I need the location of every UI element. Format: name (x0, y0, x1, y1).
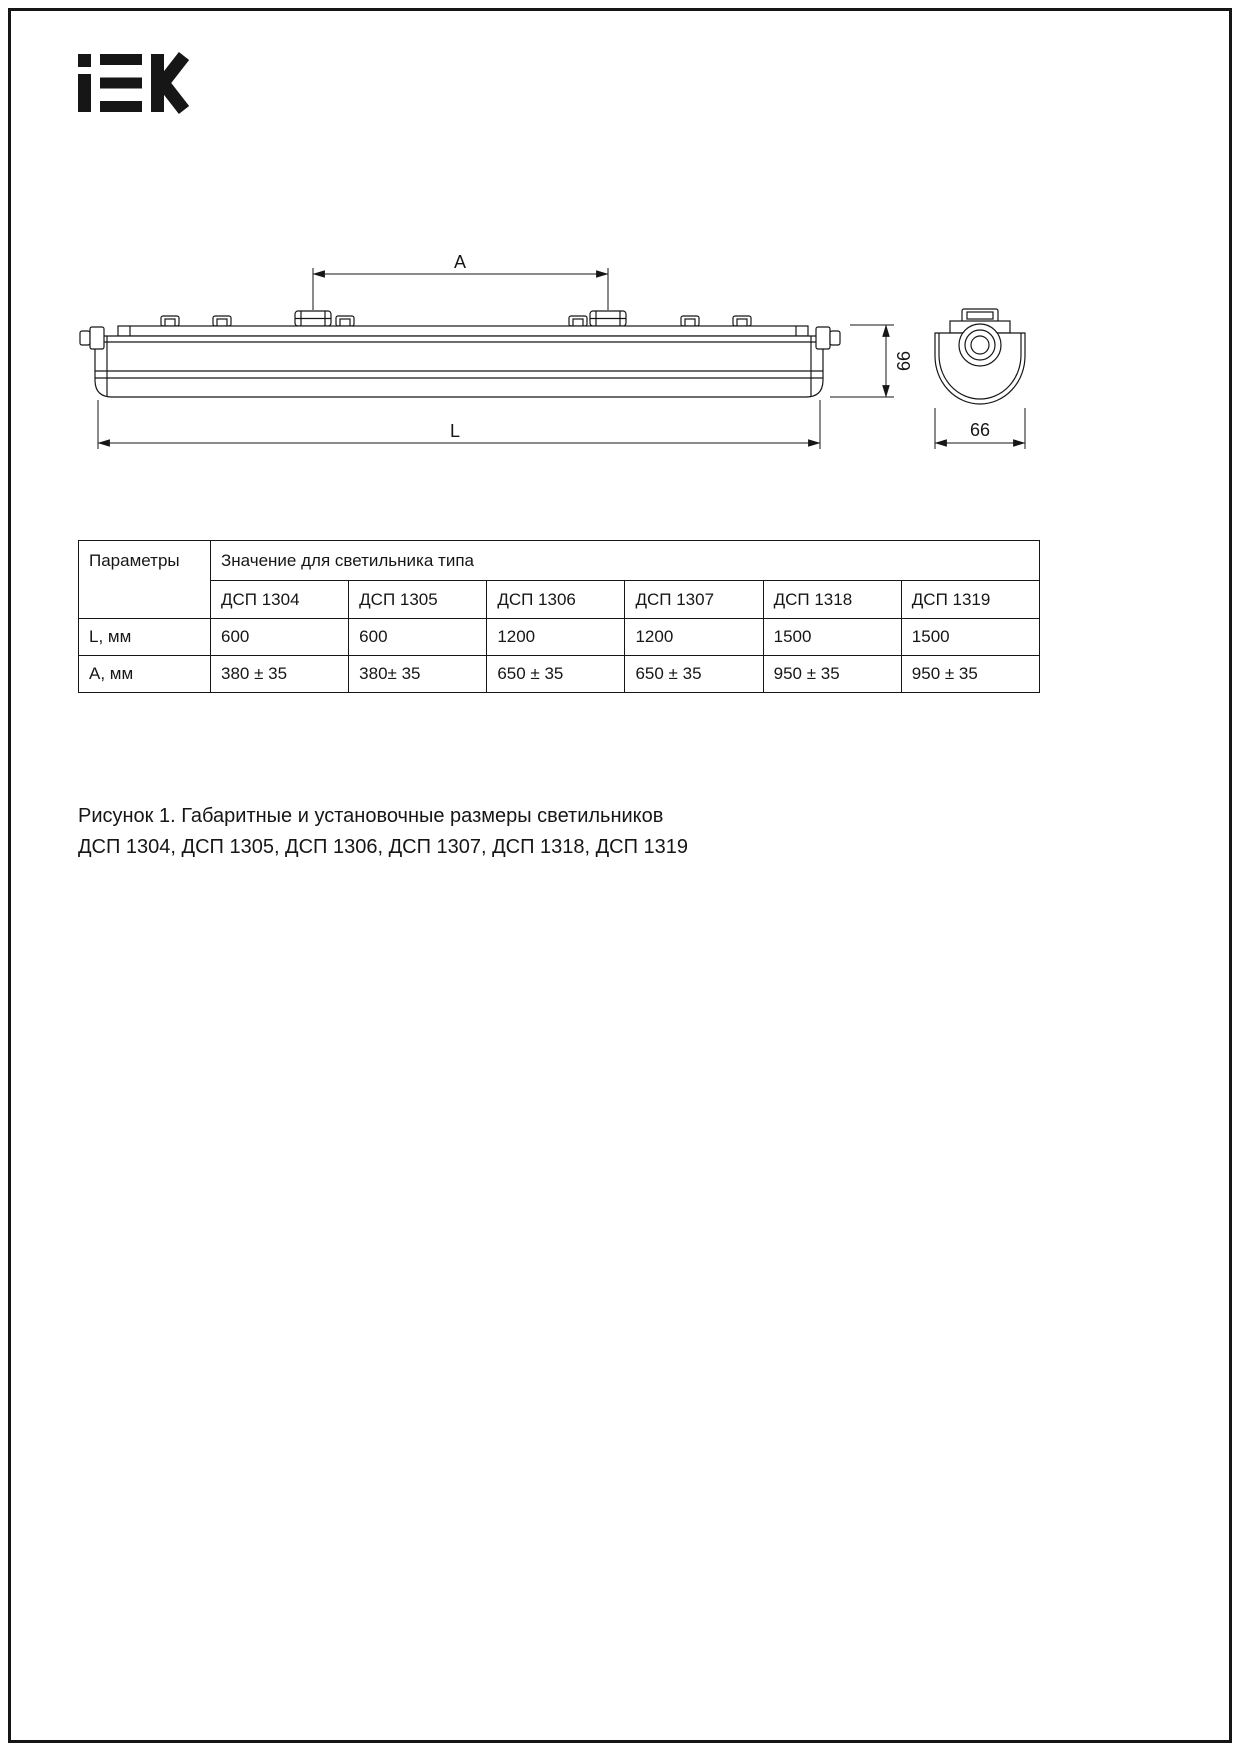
mounting-bracket-left (295, 311, 331, 326)
figure-caption-line1: Рисунок 1. Габаритные и установочные размеры светильников (78, 805, 664, 827)
dim-a-label: А (453, 252, 467, 272)
iek-logo-k-arms (163, 56, 184, 110)
figure-caption (78, 801, 688, 863)
table-cell: 380± 35 (349, 656, 487, 693)
model-header: ДСП 1304 (211, 581, 349, 619)
table-cell: 1500 (763, 619, 901, 656)
luminaire-body (95, 336, 823, 397)
param-header-cell: Параметры (79, 541, 211, 619)
table-cell: 650 ± 35 (487, 656, 625, 693)
dim-height-label: 66 (894, 350, 914, 372)
cable-gland-right (816, 327, 840, 349)
iek-logo-glyphs (78, 54, 164, 112)
model-header: ДСП 1319 (901, 581, 1039, 619)
mounting-clips (161, 316, 751, 326)
table-cell: 1200 (625, 619, 763, 656)
table-cell: 380 ± 35 (211, 656, 349, 693)
top-rail (118, 326, 808, 336)
table-cell: 600 (211, 619, 349, 656)
table-cell: 950 ± 35 (901, 656, 1039, 693)
model-header: ДСП 1306 (487, 581, 625, 619)
dim-l-label: L (449, 421, 461, 441)
table-row-length (79, 619, 1040, 656)
model-header-row (79, 581, 1040, 619)
table-cell: 650 ± 35 (625, 656, 763, 693)
iek-logo (78, 54, 194, 112)
dimensions-table (78, 540, 1040, 693)
row-label: А, мм (79, 656, 211, 693)
table-cell: 950 ± 35 (763, 656, 901, 693)
dim-width-label: 66 (969, 420, 991, 440)
technical-drawing (60, 228, 1180, 488)
cable-gland-left (80, 327, 104, 349)
table-row-mounting (79, 656, 1040, 693)
table-cell: 1200 (487, 619, 625, 656)
table-cell: 1500 (901, 619, 1039, 656)
model-header: ДСП 1305 (349, 581, 487, 619)
end-view-top-clamp (962, 309, 998, 322)
front-view (80, 311, 840, 397)
model-header: ДСП 1318 (763, 581, 901, 619)
table-cell: 600 (349, 619, 487, 656)
row-label: L, мм (79, 619, 211, 656)
model-header: ДСП 1307 (625, 581, 763, 619)
end-view (935, 309, 1025, 404)
mounting-bracket-right (590, 311, 626, 326)
value-header-cell: Значение для светильника типа (211, 541, 1040, 581)
table-header-row (79, 541, 1040, 581)
figure-caption-line2: ДСП 1304, ДСП 1305, ДСП 1306, ДСП 1307, ДСП 1318, ДСП 1319 (78, 836, 689, 858)
end-view-gland-circles (959, 324, 1001, 366)
